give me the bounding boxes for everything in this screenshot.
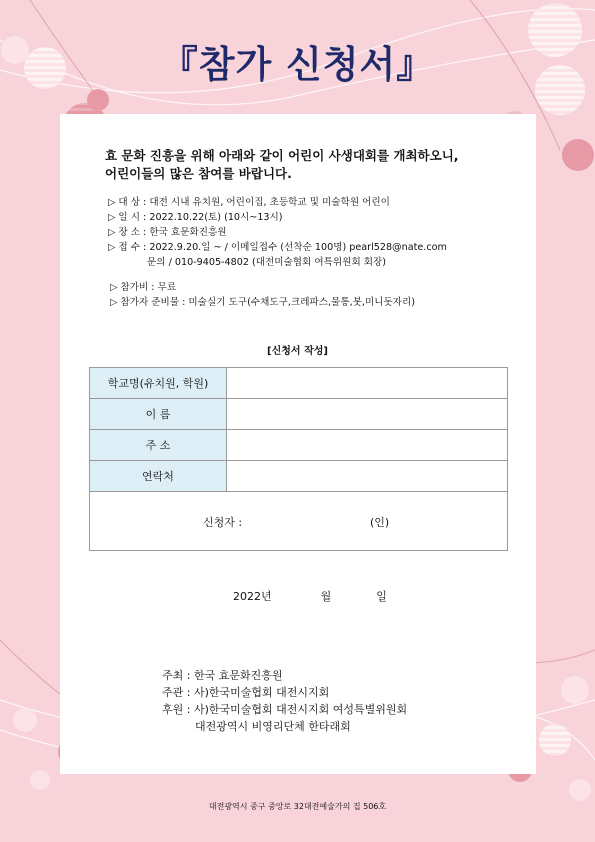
date-year: 2022년 (233, 590, 272, 603)
info-registration: ▷ 접 수 : 2022.9.20.일 ~ / 이메일접수 (선착순 100명) pearl528@nate.com (108, 242, 447, 253)
info-supplies: ▷ 참가자 준비물 : 미술실기 도구(수채도구,크레파스,물통,붓,미니돗자리) (110, 297, 416, 308)
form-row-signature (90, 492, 508, 551)
info-contact: 문의 / 010-9405-4802 (대전미술협회 여특위원회 회장) (147, 257, 387, 268)
intro-line: 어린이들의 많은 참여를 바랍니다. (105, 166, 292, 181)
info-venue: ▷ 장 소 : 한국 효문화진흥원 (108, 227, 227, 238)
form-row-school (90, 368, 508, 399)
form-label-contact: 연락처 (90, 461, 227, 492)
info-datetime: ▷ 일 시 : 2022.10.22(토) (10시~13시) (108, 212, 283, 223)
organizer-host: 주최 : 한국 효문화진흥원 (162, 669, 283, 682)
date-day: 일 (376, 590, 387, 603)
organizers (162, 667, 407, 735)
organizer-sponsor: 후원 : 사)한국미술협회 대전시지회 여성특별위원회 (162, 703, 408, 716)
organizer-management: 주관 : 사)한국미술협회 대전시지회 (162, 686, 330, 699)
form-row-name (90, 399, 508, 430)
form-label-name: 이 름 (90, 399, 227, 430)
form-row-contact (90, 461, 508, 492)
form-row-address (90, 430, 508, 461)
footer-address: 대전광역시 중구 중앙로 32대전예술가의 집 506호 (208, 802, 387, 811)
info-fee: ▷ 참가비 : 무료 (110, 282, 177, 293)
date-line (233, 588, 387, 604)
school-name-field[interactable] (227, 368, 508, 399)
signature-field[interactable] (90, 492, 508, 551)
address-field[interactable] (227, 430, 508, 461)
name-field[interactable] (227, 399, 508, 430)
info-target: ▷ 대 상 : 대전 시내 유치원, 어린이집, 초등학교 및 미술학원 어린이 (108, 197, 390, 208)
event-info-extra (110, 280, 550, 310)
form-label-address: 주 소 (90, 430, 227, 461)
page-title: 『참가 신청서』 (160, 43, 435, 86)
form-heading: [신청서 작성] (267, 346, 328, 357)
organizer-sponsor-2: 대전광역시 비영리단체 한타래회 (195, 720, 351, 733)
form-label-school: 학교명(유치원, 학원) (90, 368, 227, 399)
intro-line: 효 문화 진흥을 위해 아래와 같이 어린이 사생대회를 개최하오니, (105, 148, 459, 163)
signature-label: 신청자 : (203, 516, 243, 529)
application-form (89, 367, 508, 551)
contact-field[interactable] (227, 461, 508, 492)
seal-mark: (인) (370, 516, 390, 529)
intro-text (105, 147, 535, 183)
event-info (108, 195, 548, 270)
date-month: 월 (320, 590, 332, 603)
